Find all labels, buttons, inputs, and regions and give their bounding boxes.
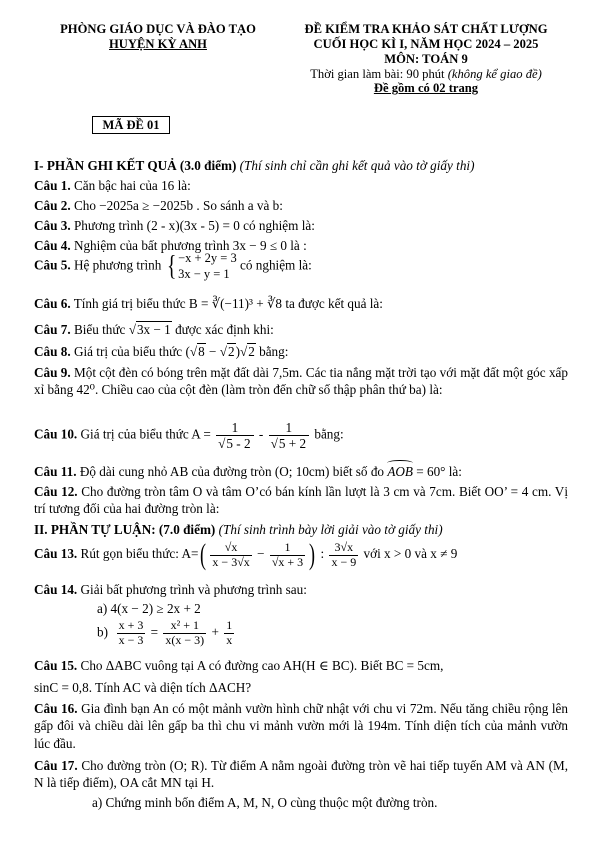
- exam-title: ĐỀ KIỂM TRA KHẢO SÁT CHẤT LƯỢNG: [304, 22, 548, 36]
- question-10: Câu 10. Giá trị của biểu thức A = $\frac{1}{√5 - 2}$ - $\frac{1}{√5 + 2}$ bằng:: [34, 420, 344, 452]
- question-4: Câu 4. Nghiệm của bất phương trình 3x − 9 ≤ 0 là :: [34, 238, 307, 253]
- question-16: Câu 16. Gia đình bạn An có một mảnh vườn hình chữ nhật với chu vi 72m. Nếu tăng chiều rộng lên gấp đôi và chiều dài lên gấp ba thì chu vi mảnh vườn mới là 194m. Tính diện tích của mảnh vườn lúc đầu.: [34, 701, 568, 751]
- question-14: Câu 14. Giải bất phương trình và phương trình sau:: [34, 582, 307, 597]
- question-15-cont: sinC = 0,8. Tính AC và diện tích ΔACH?: [34, 680, 252, 695]
- exam-code-box: MÃ ĐỀ 01: [92, 116, 170, 134]
- question-12: Câu 12. Cho đường tròn tâm O và tâm O’có bán kính lần lượt là 3 cm và 7cm. Biết OO’ = 4 cm. Vị trí tương đối của hai đường tròn là:: [34, 484, 568, 517]
- question-6: Câu 6. Tính giá trị biểu thức B = ∛(−11)³ + ∛8 ta được kết quả là:: [34, 296, 383, 311]
- district-name: HUYỆN KỲ ANH: [109, 36, 207, 51]
- question-3: Câu 3. Phương trình (2 - x)(3x - 5) = 0 có nghiệm là:: [34, 218, 315, 233]
- question-14b: b) $\frac{x + 3}{x - 3}$ = $\frac{\text{x² + 1}}{x(x - 3)}$ + $\frac{1}{x}$: [97, 618, 233, 647]
- question-2: Câu 2. Cho −2025a ≥ −2025b . So sánh a và b:: [34, 198, 283, 213]
- question-14a: a) 4(x − 2) ≥ 2x + 2: [97, 601, 201, 616]
- question-9: Câu 9. Một cột đèn có bóng trên mặt đất dài 7,5m. Các tia nắng mặt trời tạo với mặt đất một góc xấp xỉ bằng 42⁰. Chiều cao của cột đèn (làm tròn đến chữ số thập phân thứ ba) là:: [34, 365, 568, 398]
- question-5: Câu 5. Hệ phương trình { −x + 2y = 3 3x − y = 1 có nghiệm là:: [34, 250, 312, 282]
- question-15: Câu 15. Cho ΔABC vuông tại A có đường cao AH(H ∈ BC). Biết BC = 5cm,: [34, 658, 444, 673]
- part1-heading: I- PHẦN GHI KẾT QUẢ (3.0 điểm) (Thí sinh chỉ cần ghi kết quả vào tờ giấy thi): [34, 158, 475, 173]
- department-header: [48, 22, 268, 52]
- exam-subject: MÔN: TOÁN 9: [384, 51, 468, 66]
- exam-time: Thời gian làm bài: 90 phút (không kể giao đề): [310, 66, 542, 81]
- question-8: Câu 8. Giá trị của biểu thức (√8 − √2)√2 bằng:: [34, 344, 289, 359]
- part2-heading: II. PHẦN TỰ LUẬN: (7.0 điểm) (Thí sinh trình bày lời giải vào tờ giấy thi): [34, 522, 443, 537]
- question-1: Câu 1. Căn bậc hai của 16 là:: [34, 178, 191, 193]
- department-name: PHÒNG GIÁO DỤC VÀ ĐÀO TẠO: [60, 22, 256, 36]
- question-13: Câu 13. Rút gọn biểu thức: A=( $\frac{√x}{x - 3√x}$ − $\frac{1}{√x + 3}$ ) : $\frac{3√x}{x - 9}$ với x > 0 và x ≠ 9: [34, 538, 458, 571]
- question-17a: a) Chứng minh bốn điểm A, M, N, O cùng thuộc một đường tròn.: [92, 795, 438, 810]
- exam-term: CUỐI HỌC KÌ I, NĂM HỌC 2024 – 2025: [313, 36, 539, 51]
- question-11: Câu 11. Độ dài cung nhỏ AB của đường tròn (O; 10cm) biết số đo AOB = 60° là:: [34, 464, 462, 479]
- question-17: Câu 17. Cho đường tròn (O; R). Từ điểm A nằm ngoài đường tròn vẽ hai tiếp tuyến AM và AN (M, N là tiếp điểm), OA cắt MN tại H.: [34, 758, 569, 791]
- exam-pages: Đề gồm có 02 trang: [373, 81, 479, 96]
- question-7: Câu 7. Biểu thức √3x − 1 được xác định khi:: [34, 322, 274, 337]
- exam-header: [280, 22, 572, 96]
